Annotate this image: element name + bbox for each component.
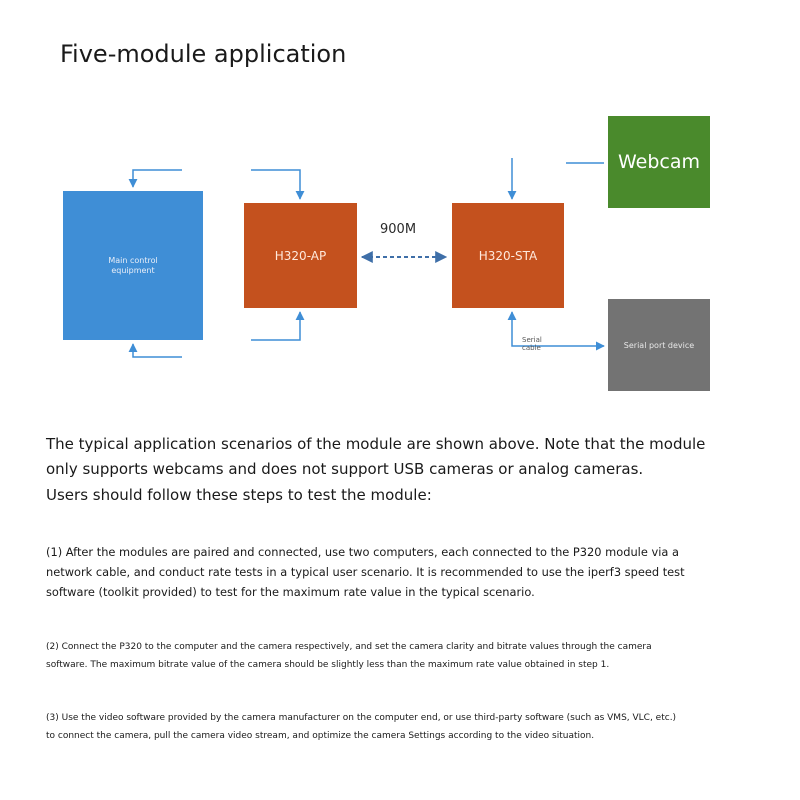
sta-module-box (452, 203, 564, 308)
step-2-paragraph (46, 638, 652, 674)
step-line: network cable, and conduct rate tests in a typical user scenario. It is recommended to use the iperf3 speed test (46, 565, 685, 579)
main-control-label: Main control equipment (108, 255, 158, 275)
intro-line: only supports webcams and does not support USB cameras or analog cameras. (46, 460, 644, 478)
step-line: (2) Connect the P320 to the computer and the camera respectively, and set the camera clarity and bitrate values through the camera (46, 642, 652, 652)
page-title: Five-module application (60, 40, 347, 68)
step-3-paragraph (46, 709, 676, 745)
steps-heading: Users should follow these steps to test the module: (46, 486, 432, 504)
link-speed-label: 900M (380, 222, 417, 237)
step-line: (1) After the modules are paired and connected, use two computers, each connected to the P320 module via a (46, 545, 679, 559)
serial-cable-line1: Serial (522, 336, 542, 344)
step-line: software (toolkit provided) to test for the maximum rate value in the typical scenario. (46, 585, 535, 599)
step-line: to connect the camera, pull the camera video stream, and optimize the camera Settings according to the video situation. (46, 731, 595, 741)
ap-bottom-arrow (251, 312, 300, 340)
intro-line: The typical application scenarios of the module are shown above. Note that the module (46, 435, 706, 453)
sta-module-label: H320-STA (478, 248, 538, 263)
main-bottom-arrow (133, 344, 182, 357)
main-top-arrow (133, 170, 182, 187)
step-line: software. The maximum bitrate value of the camera should be slightly less than the maximum rate value obtained in step 1. (46, 660, 610, 670)
serial-cable-label (522, 336, 542, 352)
main-control-box (63, 191, 203, 340)
serial-device-label: Serial port device (623, 340, 695, 350)
ap-top-arrow (251, 170, 300, 199)
webcam-box (608, 116, 710, 208)
intro-paragraph (46, 432, 705, 482)
serial-device-box (608, 299, 710, 391)
ap-module-box (244, 203, 357, 308)
serial-cable-line2: cable (522, 344, 541, 352)
webcam-label: Webcam (617, 151, 701, 173)
step-1-paragraph (46, 542, 685, 602)
step-line: (3) Use the video software provided by the camera manufacturer on the computer end, or use third-party software (such as VMS, VLC, etc.) (46, 713, 677, 723)
ap-module-label: H320-AP (274, 248, 327, 263)
